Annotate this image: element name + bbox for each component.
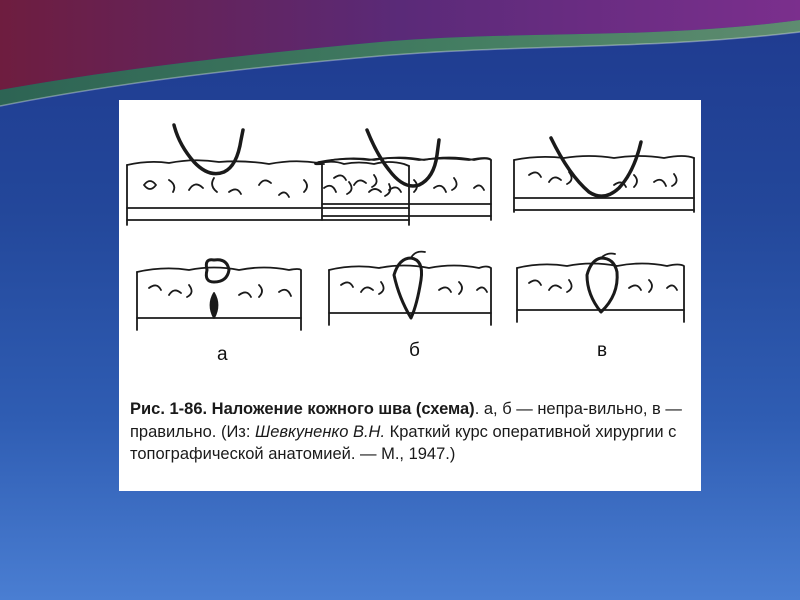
skin-block-a-bottom xyxy=(137,260,301,330)
skin-block-a-top xyxy=(127,125,409,225)
caption-body-2: Краткий курс оперативной хирургии с топографической анатомией. — М., 1947.) xyxy=(130,422,677,463)
decorative-header-wave xyxy=(0,0,800,110)
figure-panel xyxy=(119,100,701,491)
skin-block-c-top xyxy=(514,138,694,212)
caption-author: Шевкуненко В.Н. xyxy=(255,422,386,441)
caption-title: Рис. 1-86. Наложение кожного шва xyxy=(130,400,412,418)
caption-title-paren: (схема) xyxy=(415,400,475,418)
label-a: а xyxy=(217,344,228,365)
skin-block-b-top-full xyxy=(322,130,491,220)
caption-body-1: . а, б — непра-вильно, в — правильно. (Из: xyxy=(130,400,682,441)
figure-caption xyxy=(130,398,695,466)
label-c: в xyxy=(597,340,608,361)
skin-block-c-bottom xyxy=(517,254,684,323)
skin-block-b-bottom xyxy=(329,252,491,325)
suture-diagram xyxy=(119,100,701,370)
label-b: б xyxy=(409,340,420,361)
